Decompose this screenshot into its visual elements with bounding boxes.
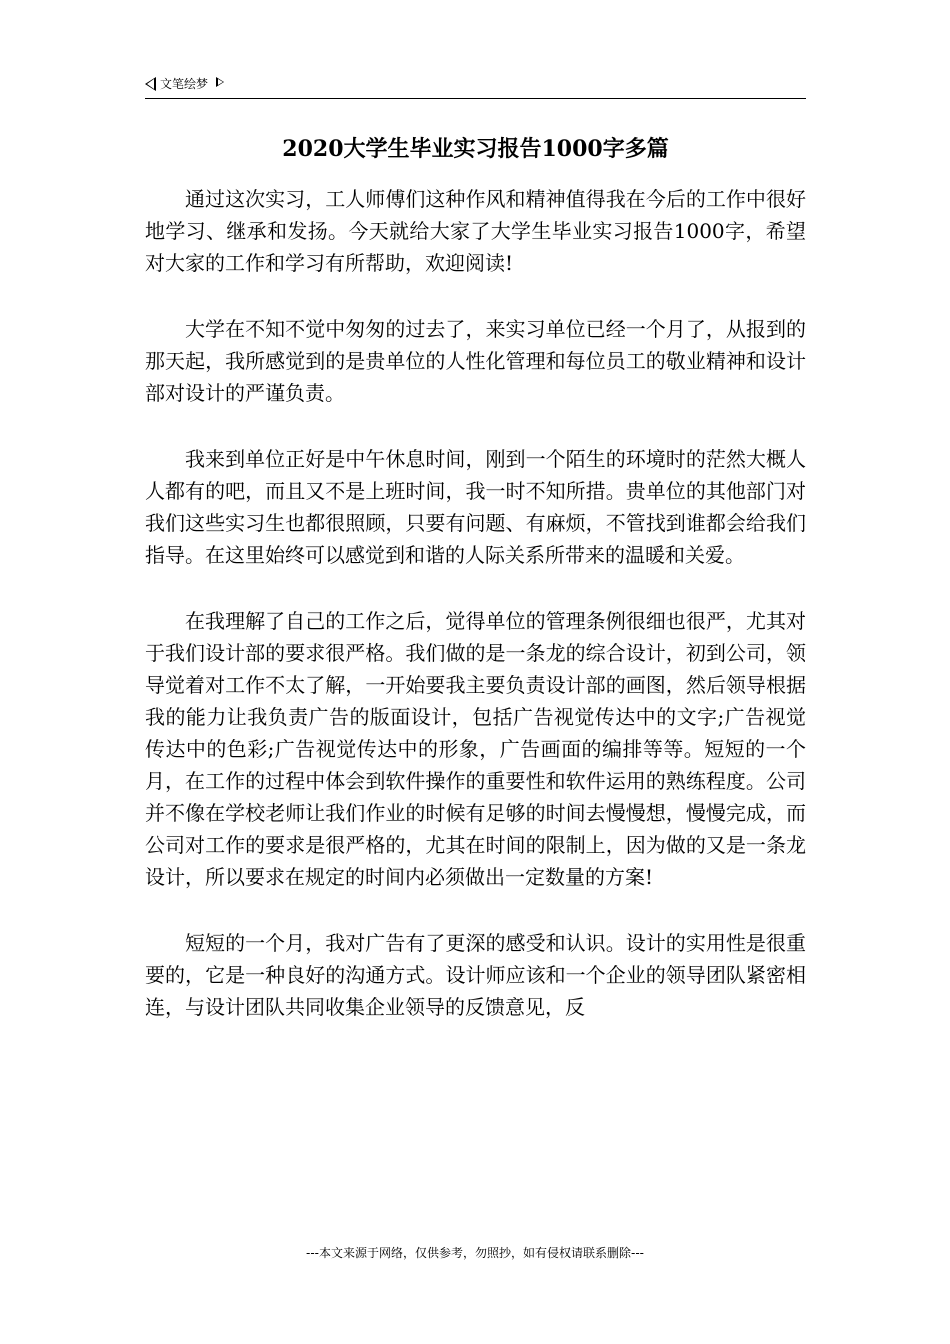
- paragraph-5: 短短的一个月，我对广告有了更深的感受和认识。设计的实用性是很重要的，它是一种良好的沟通方式。设计师应该和一个企业的领导团队紧密相连，与设计团队共同收集企业领导的反馈意见，反: [145, 931, 806, 1019]
- paragraph-4: 在我理解了自己的工作之后，觉得单位的管理条例很细也很严，尤其对于我们设计部的要求很严格。我们做的是一条龙的综合设计，初到公司，领导觉着对工作不太了解，一开始要我主要负责设计部的画图，然后领导根据我的能力让我负责广告的版面设计，包括广告视觉传达中的文字;广告视觉传达中的色彩;广告视觉传达中的形象，广告画面的编排等等。短短的一个月，在工作的过程中体会到软件操作的重要性和软件运用的熟练程度。公司并不像在学校老师让我们作业的时候有足够的时间去慢慢想，慢慢完成，而公司对工作的要求是很严格的，尤其在时间的限制上，因为做的又是一条龙设计，所以要求在规定的时间内必须做出一定数量的方案!: [145, 609, 806, 889]
- document-title: 2020大学生毕业实习报告1000字多篇: [282, 136, 669, 162]
- paragraph-1: 通过这次实习，工人师傅们这种作风和精神值得我在今后的工作中很好地学习、继承和发扬。今天就给大家了大学生毕业实习报告1000字，希望对大家的工作和学习有所帮助，欢迎阅读!: [145, 187, 806, 275]
- paragraph-3: 我来到单位正好是中午休息时间，刚到一个陌生的环境时的茫然大概人人都有的吧，而且又不是上班时间，我一时不知所措。贵单位的其他部门对我们这些实习生也都很照顾，只要有问题、有麻烦，不管找到谁都会给我们指导。在这里始终可以感觉到和谐的人际关系所带来的温暖和关爱。: [145, 447, 806, 567]
- paragraph-2: 大学在不知不觉中匆匆的过去了，来实习单位已经一个月了，从报到的那天起，我所感觉到的是贵单位的人性化管理和每位员工的敬业精神和设计部对设计的严谨负责。: [145, 317, 806, 405]
- document-body: [145, 183, 806, 1057]
- left-triangle-icon: [145, 77, 156, 91]
- page-footer-note: ---本文来源于网络，仅供参考，勿照抄，如有侵权请联系删除---: [306, 1246, 644, 1260]
- header-brand: [145, 76, 224, 92]
- right-triangle-icon: [216, 77, 224, 87]
- page-header: [145, 74, 806, 99]
- brand-label: 文笔绘梦: [160, 77, 209, 91]
